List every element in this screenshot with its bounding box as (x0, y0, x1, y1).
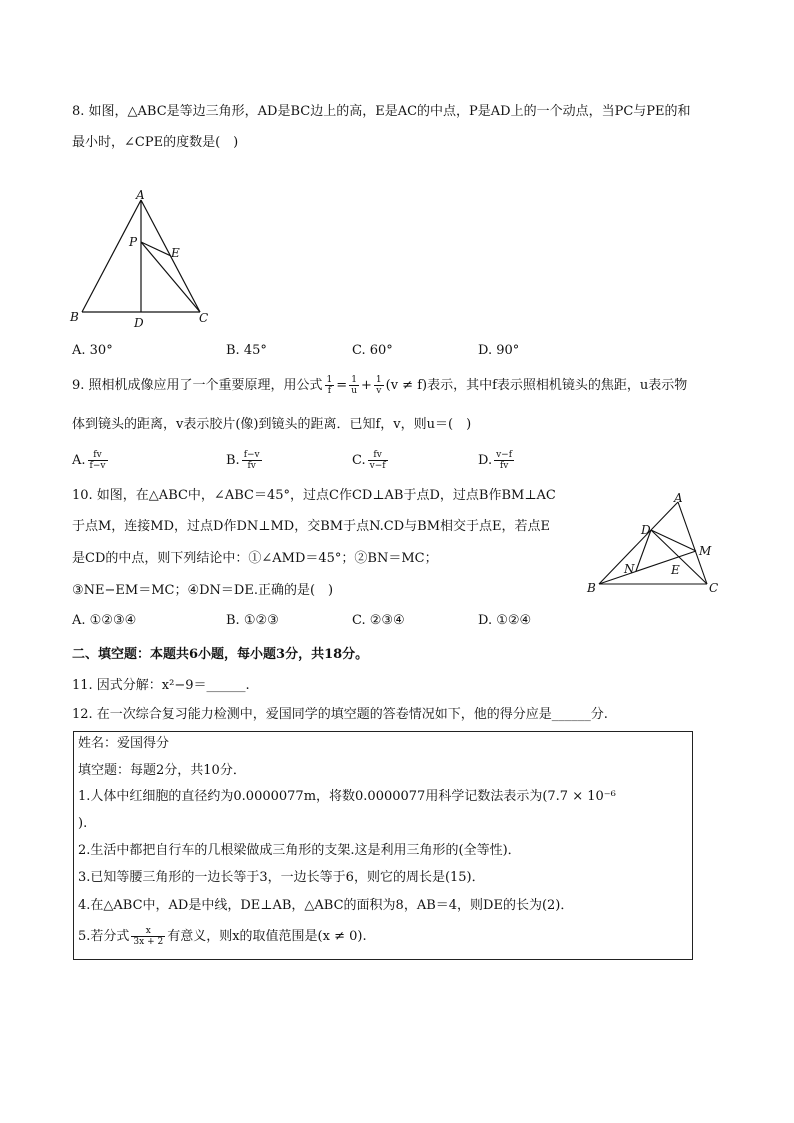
answer-sheet-info: 填空题：每题2分，共10分． (78, 763, 246, 778)
q8-line1: 8. 如图，△ABC是等边三角形，AD是BC边上的高，E是AC的中点，P是AD上的一个动点，当PC与PE的和 (72, 104, 691, 119)
q9-option-b: B. $\frac{f-v}{fv}$ (226, 450, 260, 471)
answer-item-5-fraction: $\frac{x}{3x + 2}$ (133, 926, 164, 947)
q12-line: 12. 在一次综合复习能力检测中，爱国同学的填空题的答卷情况如下，他的得分应是______分. (72, 707, 608, 722)
q8-label-c: C (199, 311, 209, 325)
q10-option-d: D. ①②④ (478, 613, 532, 628)
q9-line1-pre: 9. 照相机成像应用了一个重要原理，用公式 (72, 378, 323, 393)
q10-option-c: C. ②③④ (352, 613, 405, 628)
q10-label-n: N (624, 562, 635, 576)
q10-line1: 10. 如图，在△ABC中，∠ABC＝45°，过点C作CD⊥AB于点D，过点B作BM⊥AC (72, 488, 556, 503)
q8-option-d: D. 90° (478, 343, 520, 358)
q10-label-b: B (587, 581, 596, 595)
q8-label-b: B (70, 310, 79, 324)
q10-line4: ③NE−EM＝MC；④DN＝DE.正确的是( ) (72, 583, 334, 598)
q10-option-b: B. ①②③ (226, 613, 279, 628)
q10-label-m: M (699, 544, 712, 558)
q8-triangle-figure (68, 190, 218, 330)
answer-item-1b: ). (78, 816, 88, 831)
q8-option-c: C. 60° (352, 343, 393, 358)
q8-label-a: A (136, 190, 145, 202)
answer-item-5: 5.若分式 $\frac{x}{3x + 2}$ 有意义，则x的取值范围是(x ≠ 0). (78, 926, 367, 947)
q9-plus: + (360, 378, 372, 393)
answer-item-1a: 1.人体中红细胞的直径约为0.0000077m，将数0.0000077用科学记数法表示为(7.7 × 10⁻⁶ (78, 789, 616, 804)
q10-label-a: A (674, 491, 683, 505)
q9-option-d: D. $\frac{v-f}{fv}$ (478, 450, 513, 471)
q9-formula-frac2: $\frac{1}{u}$ (351, 375, 357, 396)
q10-option-a: A. ①②③④ (72, 613, 137, 628)
q9-formula-frac1: $\frac{1}{f}$ (326, 375, 333, 396)
q10-label-c: C (709, 581, 719, 595)
q8-line2: 最小时，∠CPE的度数是( ) (72, 135, 239, 150)
q10-line3: 是CD的中点，则下列结论中：①∠AMD＝45°；②BN＝MC； (72, 551, 438, 566)
q9-line1 (72, 375, 687, 396)
q8-label-d: D (134, 316, 144, 330)
q8-option-b: B. 45° (226, 343, 267, 358)
q9-eq: = (336, 378, 348, 393)
q8-option-a: A. 30° (72, 343, 113, 358)
answer-item-4: 4.在△ABC中，AD是中线，DE⊥AB，△ABC的面积为8，AB＝4，则DE的长为(2)． (78, 898, 574, 913)
q9-option-a: A. $\frac{fv}{f-v}$ (72, 450, 106, 471)
q9-line2: 体到镜头的距离，v表示胶片(像)到镜头的距离．已知f，v，则u＝( ) (72, 417, 472, 432)
q10-line2: 于点M，连接MD，过点D作DN⊥MD，交BM于点N.CD与BM相交于点E，若点E (72, 519, 550, 534)
q10-label-e: E (671, 563, 680, 577)
section-2-heading: 二、填空题：本题共6小题，每小题3分，共18分。 (72, 647, 369, 662)
answer-item-3: 3.已知等腰三角形的一边长等于3，一边长等于6，则它的周长是(15)． (78, 870, 485, 885)
q9-line1-post: (v ≠ f)表示，其中f表示照相机镜头的焦距，u表示物 (385, 378, 688, 393)
q9-formula-frac3: $\frac{1}{v}$ (375, 375, 382, 396)
answer-item-2: 2.生活中都把自行车的几根梁做成三角形的支架.这是利用三角形的(全等性)． (78, 843, 521, 858)
q10-triangle-figure (583, 488, 725, 600)
q10-label-d: D (641, 523, 651, 537)
answer-sheet-name: 姓名：爱国得分 (78, 736, 170, 751)
q9-option-c: C. $\frac{fv}{v-f}$ (352, 450, 386, 471)
q11-line: 11. 因式分解：x²−9＝______. (72, 678, 250, 693)
q8-label-e: E (171, 246, 180, 260)
q8-label-p: P (129, 235, 138, 249)
